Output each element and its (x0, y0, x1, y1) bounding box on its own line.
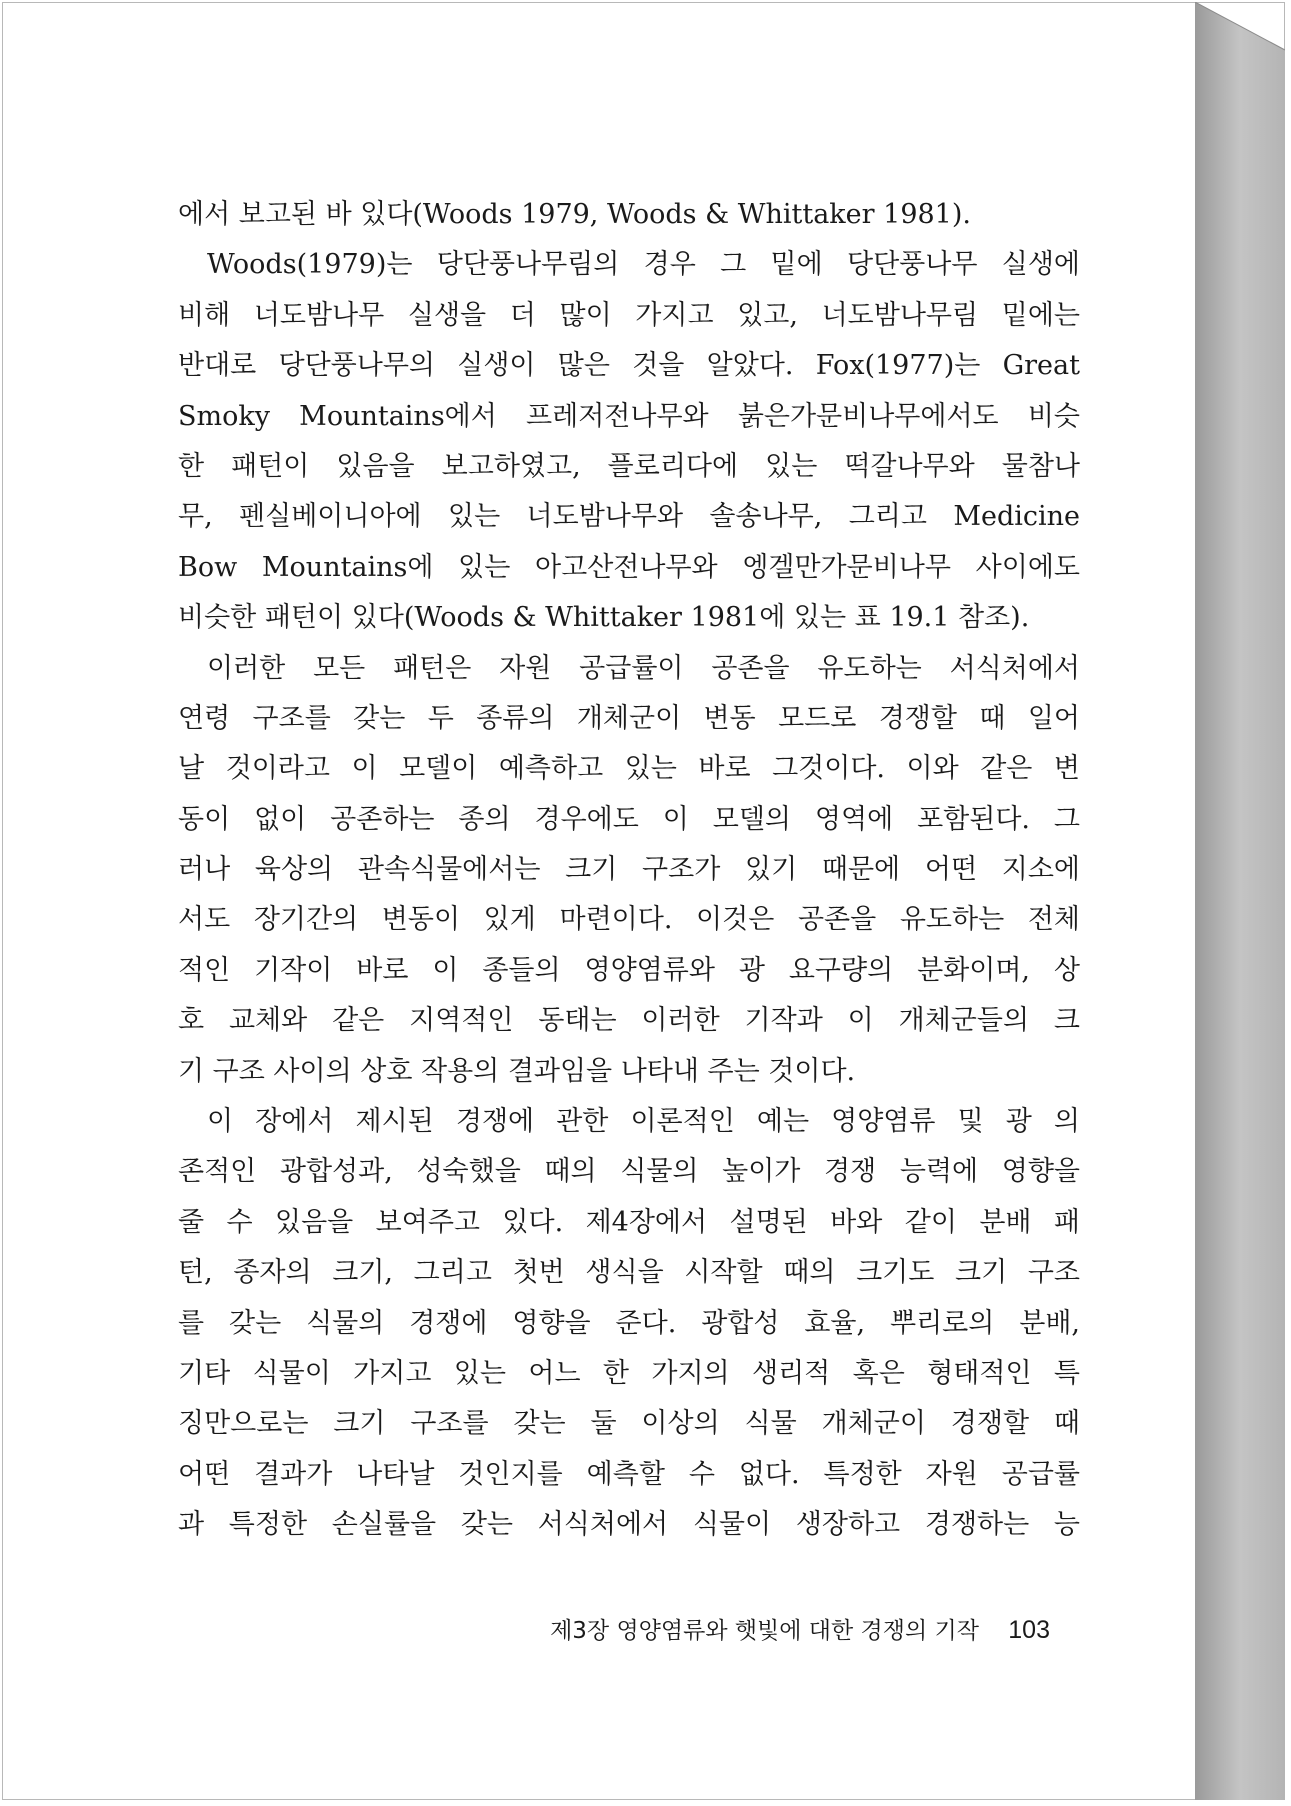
text-line: 비슷한 패턴이 있다(Woods & Whittaker 1981에 있는 표 19.1 참조). (178, 602, 1030, 634)
text-line: 날 것이라고 이 모델이 예측하고 있는 바로 그것이다. 이와 같은 변 (178, 753, 1080, 785)
text-line: 를 갖는 식물의 경쟁에 영향을 준다. 광합성 효율, 뿌리로의 분배, (178, 1307, 1080, 1339)
text-line: 존적인 광합성과, 성숙했을 때의 식물의 높이가 경쟁 능력에 영향을 (178, 1156, 1080, 1188)
text-line: 적인 기작이 바로 이 종들의 영양염류와 광 요구량의 분화이며, 상 (178, 954, 1080, 986)
text-line: 에서 보고된 바 있다(Woods 1979, Woods & Whittaker 1981). (178, 199, 971, 230)
text-line: 징만으로는 크기 구조를 갖는 둘 이상의 식물 개체군이 경쟁할 때 (178, 1408, 1080, 1440)
text-line: 과 특정한 손실률을 갖는 서식처에서 식물이 생장하고 경쟁하는 능 (178, 1509, 1080, 1541)
page-number: 103 (1008, 1616, 1050, 1644)
text-line: 러나 육상의 관속식물에서는 크기 구조가 있기 때문에 어떤 지소에 (178, 854, 1080, 886)
text-line: 줄 수 있음을 보여주고 있다. 제4장에서 설명된 바와 같이 분배 패 (178, 1206, 1080, 1238)
text-line: 이러한 모든 패턴은 자원 공급률이 공존을 유도하는 서식처에서 (207, 652, 1080, 684)
text-line: 호 교체와 같은 지역적인 동태는 이러한 기작과 이 개체군들의 크 (178, 1005, 1080, 1037)
text-line: 기 구조 사이의 상호 작용의 결과임을 나타내 주는 것이다. (178, 1055, 856, 1087)
text-line: 한 패턴이 있음을 보고하였고, 플로리다에 있는 떡갈나무와 물참나 (178, 450, 1080, 482)
text-line: 이 장에서 제시된 경쟁에 관한 이론적인 예는 영양염류 및 광 의 (207, 1106, 1080, 1138)
text-line: 서도 장기간의 변동이 있게 마련이다. 이것은 공존을 유도하는 전체 (178, 904, 1080, 936)
text-line: 어떤 결과가 나타날 것인지를 예측할 수 없다. 특정한 자원 공급률 (178, 1458, 1080, 1490)
text-line: Smoky Mountains에서 프레저전나무와 붉은가문비나무에서도 비슷 (178, 400, 1080, 432)
text-line: 반대로 당단풍나무의 실생이 많은 것을 알았다. Fox(1977)는 Great (178, 350, 1080, 382)
text-line: 비해 너도밤나무 실생을 더 많이 가지고 있고, 너도밤나무림 밑에는 (178, 299, 1080, 331)
text-line: 턴, 종자의 크기, 그리고 첫번 생식을 시작할 때의 크기도 크기 구조 (178, 1257, 1080, 1289)
text-line: 무, 펜실베이니아에 있는 너도밤나무와 솔송나무, 그리고 Medicine (178, 501, 1080, 533)
text-line: 기타 식물이 가지고 있는 어느 한 가지의 생리적 혹은 형태적인 특 (178, 1357, 1080, 1389)
book-page-body (178, 190, 1080, 1551)
text-line: Bow Mountains에 있는 아고산전나무와 엥겔만가문비나무 사이에도 (178, 551, 1080, 583)
text-line: 연령 구조를 갖는 두 종류의 개체군이 변동 모드로 경쟁할 때 일어 (178, 702, 1080, 734)
running-head: 제3장 영양염류와 햇빛에 대한 경쟁의 기작 (550, 1618, 979, 1644)
page-footer (178, 1612, 1050, 1645)
text-line: 동이 없이 공존하는 종의 경우에도 이 모델의 영역에 포함된다. 그 (178, 803, 1080, 835)
text-line: Woods(1979)는 당단풍나무림의 경우 그 밑에 당단풍나무 실생에 (207, 249, 1080, 281)
book-edge-shadow (1195, 2, 1285, 1800)
